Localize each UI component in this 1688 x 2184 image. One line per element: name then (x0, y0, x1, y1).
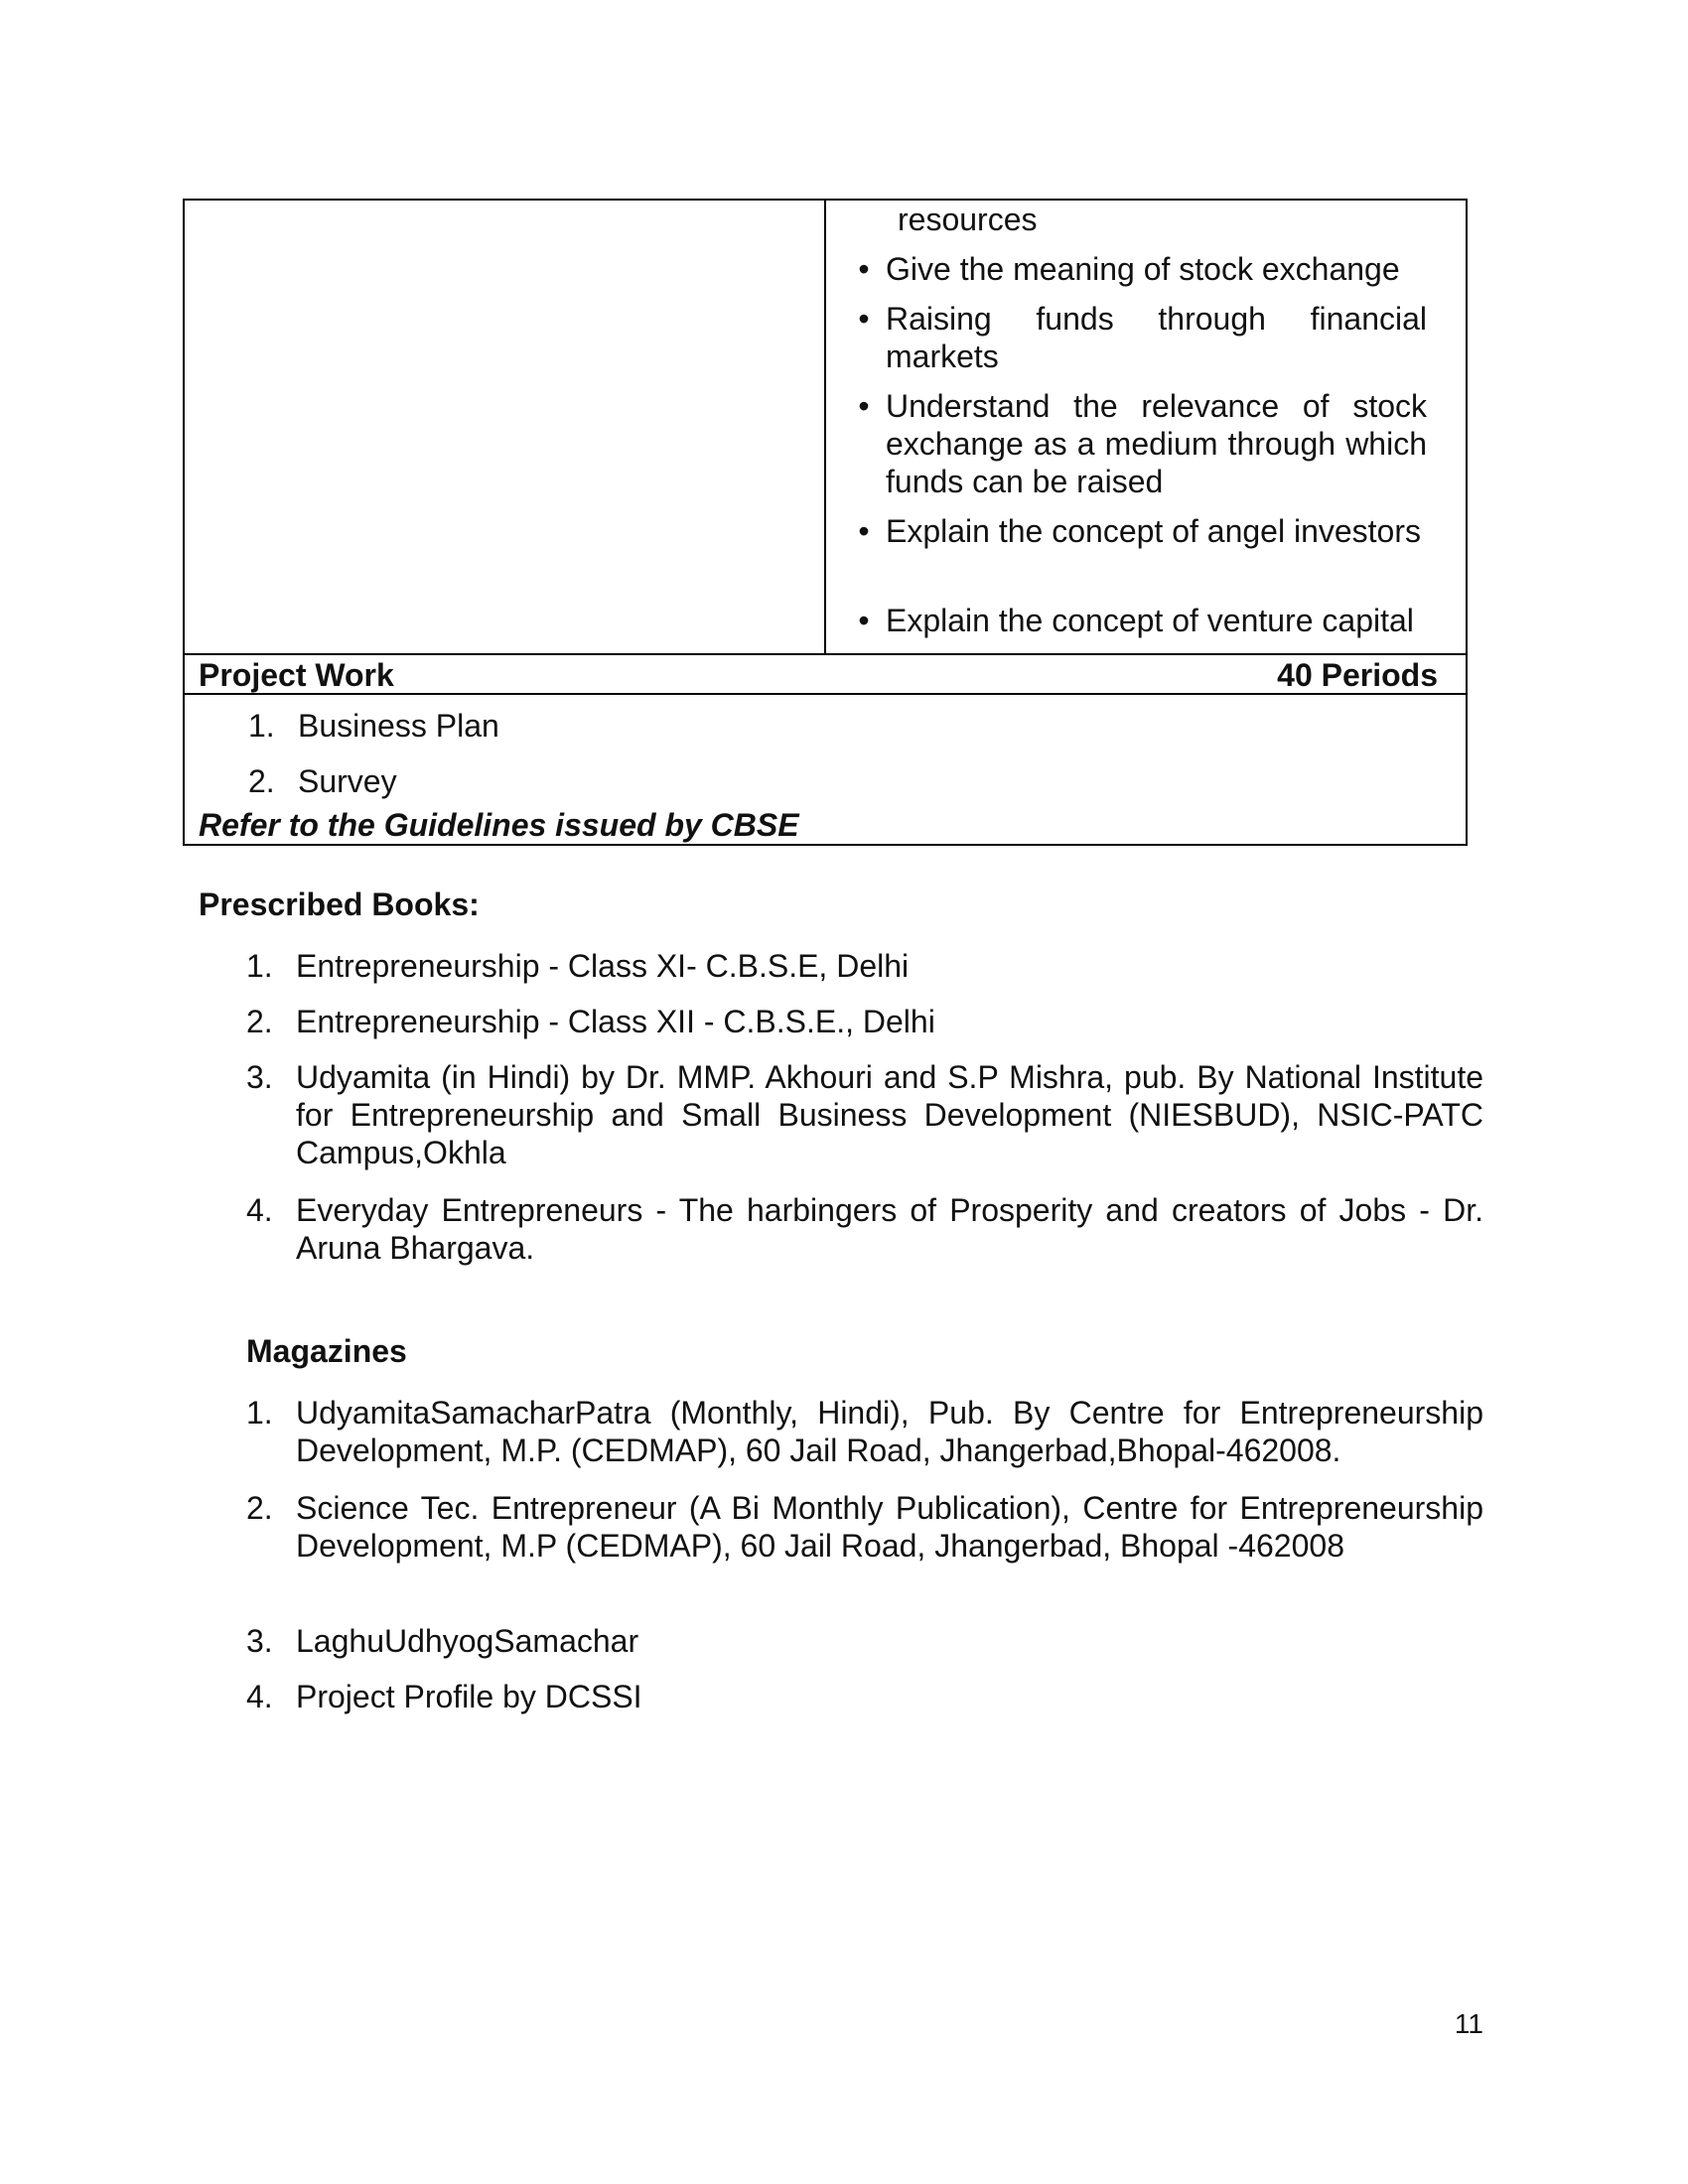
table-cell-objectives (826, 201, 1466, 653)
bullet-icon: • (858, 388, 870, 424)
item-text: Everyday Entrepreneurs - The harbingers of Prosperity and creators of Jobs - Dr. Aruna Bhargava. (296, 1192, 1483, 1266)
guidelines-note: Refer to the Guidelines issued by CBSE (199, 807, 799, 843)
table-cell-empty (185, 201, 826, 653)
item-text: Entrepreneurship - Class XI- C.B.S.E, Delhi (296, 948, 910, 984)
item-number: 3. (246, 1059, 273, 1095)
bullet-icon: • (858, 603, 870, 638)
item-number: 4. (246, 1192, 273, 1228)
bullet-text: Give the meaning of stock exchange (886, 251, 1400, 287)
item-text: Survey (298, 763, 397, 799)
table-row-project-work (185, 655, 1466, 695)
bullet-text: Explain the concept of venture capital (886, 603, 1414, 638)
syllabus-table (183, 199, 1468, 846)
item-number: 4. (246, 1679, 273, 1714)
item-number: 1. (246, 948, 273, 984)
item-text: Udyamita (in Hindi) by Dr. MMP. Akhouri and S.P Mishra, pub. By National Institute for Entrepreneurship and Small Business Development (NIESBUD), NSIC-PATC Campus,Okhla (296, 1059, 1483, 1170)
bullet-icon: • (858, 513, 870, 549)
table-row-objectives (185, 201, 1466, 655)
item-text: Business Plan (298, 708, 499, 744)
bullet-icon: • (858, 301, 870, 337)
bullet-icon: • (858, 251, 870, 287)
item-text: LaghuUdhyogSamachar (296, 1623, 639, 1659)
item-number: 2. (246, 1004, 273, 1039)
item-number: 2. (248, 763, 275, 799)
table-row-project-items (185, 695, 1466, 844)
item-number: 1. (248, 708, 275, 744)
item-text: Entrepreneurship - Class XII - C.B.S.E., Delhi (296, 1004, 935, 1039)
item-text: Science Tec. Entrepreneur (A Bi Monthly Publication), Centre for Entrepreneurship Development, M.P (CEDMAP), 60 Jail Road, Jhangerbad, Bhopal -462008 (296, 1490, 1483, 1564)
item-text: UdyamitaSamacharPatra (Monthly, Hindi), Pub. By Centre for Entrepreneurship Development, M.P. (CEDMAP), 60 Jail Road, Jhangerbad,Bhopal-462008. (296, 1395, 1483, 1468)
magazines-heading: Magazines (246, 1333, 407, 1369)
continued-text: resources (898, 202, 1038, 237)
project-work-periods: 40 Periods (1277, 657, 1438, 693)
page-number: 11 (1454, 2008, 1483, 2039)
item-number: 2. (246, 1490, 273, 1526)
project-work-label: Project Work (199, 657, 394, 693)
bullet-text: Explain the concept of angel investors (886, 513, 1421, 549)
bullet-text: Understand the relevance of stock exchange as a medium through which funds can be raised (886, 388, 1427, 499)
item-number: 3. (246, 1623, 273, 1659)
item-number: 1. (246, 1395, 273, 1431)
bullet-text: Raising funds through financial markets (886, 301, 1427, 374)
item-text: Project Profile by DCSSI (296, 1679, 642, 1714)
prescribed-books-heading: Prescribed Books: (199, 887, 480, 922)
